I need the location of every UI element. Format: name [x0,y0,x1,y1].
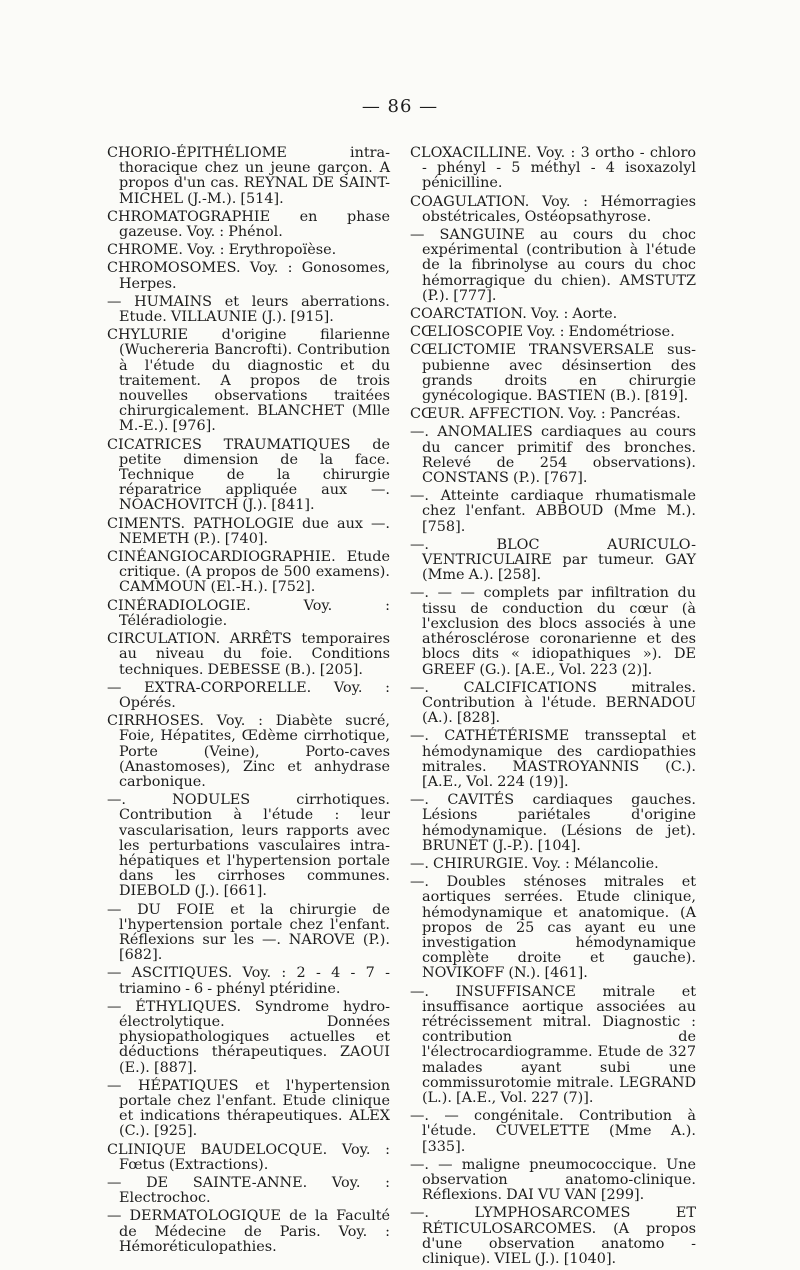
index-entry: —. Atteinte cardiaque rhumatismale chez l'enfant. ABBOUD (Mme M.). [758]. [410,488,696,535]
index-entry: —. — congénitale. Contribution à l'étude. CUVELETTE (Mme A.). [335]. [410,1108,696,1155]
index-entry: — EXTRA-CORPORELLE. Voy. : Opérés. [107,679,390,711]
index-entry: — DERMATOLOGIQUE de la Faculté de Médecine de Paris. Voy. : Hémoréticulopathies. [107,1208,390,1255]
index-entry: CŒLICTOMIE TRANSVERSALE sus-pubienne avec désinsertion des grands droits en chirurgie gynécologique. BASTIEN (B.). [819]. [410,342,696,405]
index-entry: — ASCITIQUES. Voy. : 2 - 4 - 7 - triamino - 6 - phényl ptéridine. [107,965,390,997]
index-entry: CINÉRADIOLOGIE. Voy. : Téléradiologie. [107,597,390,629]
index-entry: —. CALCIFICATIONS mitrales. Contribution à l'étude. BERNADOU (A.). [828]. [410,679,696,727]
index-entry: CLOXACILLINE. Voy. : 3 ortho - chloro - phényl - 5 méthyl - 4 isoxazolyl pénicilline. [410,145,696,192]
index-entry: — SANGUINE au cours du choc expérimental (contribution à l'étude de la fibrinolyse au cours du choc hémorragique du chien). AMSTUTZ (P.). [777]. [410,227,696,304]
index-entry: — HUMAINS et leurs aberrations. Etude. VILLAUNIE (J.). [915]. [107,293,390,326]
index-entry: CIRCULATION. ARRÊTS temporaires au niveau du foie. Conditions techniques. DEBESSE (B.). [205]. [107,631,390,678]
index-entry: — HÉPATIQUES et l'hypertension portale chez l'enfant. Etude clinique et indications thérapeutiques. ALEX (C.). [925]. [107,1077,390,1140]
page-number: — 86 — [361,96,439,117]
index-entry: —. CATHÉTÉRISME transseptal et hémodynamique des cardiopathies mitrales. MASTROYANNIS (C.). [A.E., Vol. 224 (19)]. [410,728,696,790]
index-entry: —. ANOMALIES cardiaques au cours du cancer primitif des bronches. Relevé de 254 observations). CONSTANS (P.). [767]. [410,424,696,487]
index-entry: CICATRICES TRAUMATIQUES de petite dimension de la face. Technique de la chirurgie réparatrice appliquée aux —. NOACHOVITCH (J.). [841]. [107,436,390,514]
index-entry: —. NODULES cirrhotiques. Contribution à l'étude : leur vascularisation, leurs rapports avec les perturbations vasculaires intra-hépatiques et l'hypertension portale dans les cirrhoses communes. DIEBOLD (J.). [661]. [107,792,390,900]
index-entry: CIMENTS. PATHOLOGIE due aux —. NEMETH (P.). [740]. [107,515,390,547]
index-entry: COAGULATION. Voy. : Hémorragies obstétricales, Ostéopsathyrose. [410,193,696,225]
index-entry: —. INSUFFISANCE mitrale et insuffisance aortique associées au rétrécissement mitral. Diagnostic : contribution de l'électrocardiogramme. Etude de 327 malades ayant subi une commissurotomie mitrale. LEGRAND (L.). [A.E., Vol. 227 (7)]. [410,983,696,1106]
index-entry: — ÉTHYLIQUES. Syndrome hydro-électrolytique. Données physiopathologiques actuelles et déductions thérapeutiques. ZAOUI (E.). [887]. [107,998,390,1076]
index-entry: COARCTATION. Voy. : Aorte. [410,306,618,323]
index-entry: —. Doubles sténoses mitrales et aortiques serrées. Etude clinique, hémodynamique et anatomique. (A propos de 25 cas ayant eu une investigation hémodynamique complète droite et gauche). NOVIKOFF (N.). [461]. [410,874,696,982]
index-entry: —. CAVITÉS cardiaques gauches. Lésions pariétales d'origine hémodynamique. (Lésions de jet). BRUNET (J.-P.). [104]. [410,792,696,854]
right-column [410,146,696,1270]
index-entry: —. — — complets par infiltration du tissu de conduction du cœur (à l'exclusion des blocs associés à une athérosclérose coronarienne et des blocs dits « idiopathiques »). DE GREEF (G.). [A.E., Vol. 223 (2)]. [410,585,696,678]
index-entry: CHROME. Voy. : Erythropoïèse. [107,242,337,259]
index-entry: —. — maligne pneumococcique. Une observation anatomo-clinique. Réflexions. DAI VU VAN [299]. [410,1156,696,1204]
index-entry: CŒLIOSCOPIE Voy. : Endométriose. [410,324,675,341]
index-entry: — DU FOIE et la chirurgie de l'hypertension portale chez l'enfant. Réflexions sur les —. NAROVE (P.). [682]. [107,901,390,964]
index-entry: CŒUR. AFFECTION. Voy. : Pancréas. [410,406,681,423]
index-entry: —. LYMPHOSARCOMES ET RÉTICULOSARCOMES. (A propos d'une observation anatomo - clinique). VIEL (J.). [1040]. [410,1205,696,1268]
index-entry: CHORIO-ÉPITHÉLIOME intra-thoracique chez un jeune garçon. A propos d'un cas. REYNAL DE SAINT-MICHEL (J.-M.). [514]. [107,145,390,207]
index-entry: CINÉANGIOCARDIOGRAPHIE. Etude critique. (A propos de 500 examens). CAMMOUN (El.-H.). [752]. [107,549,390,596]
index-entry: — DE SAINTE-ANNE. Voy. : Electrochoc. [107,1175,390,1207]
left-column [107,146,390,1258]
index-entry: CHROMOSOMES. Voy. : Gonosomes, Herpes. [107,260,390,292]
index-entry: —. BLOC AURICULO-VENTRICULAIRE par tumeur. GAY (Mme A.). [258]. [410,536,696,584]
index-entry: CHYLURIE d'origine filarienne (Wuchereria Bancrofti). Contribution à l'étude du diagnostic et du traitement. A propos de trois nouvelles observations traitées chirurgicalement. BLANCHET (Mlle M.-E.). [976]. [107,327,390,435]
index-entry: CHROMATOGRAPHIE en phase gazeuse. Voy. : Phénol. [107,208,390,241]
index-entry: CLINIQUE BAUDELOCQUE. Voy. : Fœtus (Extractions). [107,1141,390,1173]
index-entry: CIRRHOSES. Voy. : Diabète sucré, Foie, Hépatites, Œdème cirrhotique, Porte (Veine), Porto-caves (Anastomoses), Zinc et anhydrase carbonique. [107,713,390,790]
index-entry: —. CHIRURGIE. Voy. : Mélancolie. [410,855,659,872]
